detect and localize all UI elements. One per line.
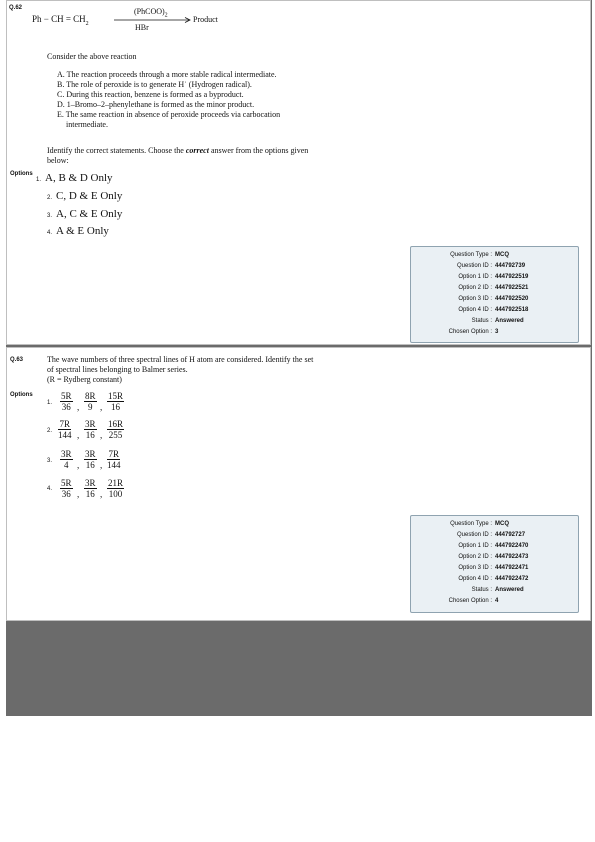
info-label: Question ID :: [456, 532, 492, 538]
fraction: $\frac{3R}{16}$: [85, 449, 96, 470]
info-value: 444792739: [495, 263, 526, 269]
option-text: A, C & E Only: [56, 208, 123, 220]
info-label: Option 2 ID :: [458, 554, 492, 560]
info-label: Option 4 ID :: [458, 576, 492, 582]
question-info-box: [410, 515, 579, 613]
info-label: Question Type :: [450, 252, 492, 258]
info-value: 4447922471: [495, 565, 529, 571]
info-label: Chosen Option :: [448, 598, 492, 604]
option-text: A, B & D Only: [45, 172, 113, 184]
info-value: MCQ: [495, 252, 509, 258]
statement-b: B. The role of peroxide is to generate H˙ (Hydrogen radical).: [57, 80, 252, 89]
question-text: The wave numbers of three spectral lines of H atom are considered. Identify the set: [47, 355, 314, 364]
info-label: Option 3 ID :: [458, 565, 492, 571]
fraction: $\frac{5R}{36}$: [61, 391, 72, 412]
info-value: 4447922473: [495, 554, 529, 560]
options-label: Options: [10, 392, 33, 398]
option-text: A & E Only: [56, 225, 109, 237]
reagent-top: $(PhCOO)_2$: [134, 7, 168, 19]
option-2[interactable]: 2. C, D & E Only: [47, 190, 123, 202]
info-value: 4447922470: [495, 543, 529, 549]
info-value: MCQ: [495, 521, 509, 527]
info-label: Status :: [471, 587, 492, 593]
info-value: 444792727: [495, 532, 526, 538]
question-note: (R = Rydberg constant): [47, 375, 122, 384]
info-value: Answered: [495, 318, 524, 324]
info-value: Answered: [495, 587, 524, 593]
fraction: $\frac{7R}{144}$: [58, 419, 72, 440]
info-label: Option 3 ID :: [458, 296, 492, 302]
option-3[interactable]: 3. A, C & E Only: [47, 208, 123, 220]
fraction: $\frac{16R}{255}$: [108, 419, 124, 440]
info-value: 4447922520: [495, 296, 529, 302]
fraction: $\frac{5R}{36}$: [61, 478, 72, 499]
info-value: 4: [495, 598, 499, 604]
fraction: $\frac{21R}{100}$: [108, 478, 124, 499]
question-text-cont: of spectral lines belonging to Balmer series.: [47, 365, 188, 374]
question-panel-62: [6, 0, 591, 345]
reaction-arrow-icon: [114, 17, 192, 23]
question-paper-page: [6, 0, 592, 716]
reactant: Ph − CH = $CH_2$: [32, 14, 89, 27]
options-label: Options: [10, 171, 33, 177]
statement-e-cont: intermediate.: [66, 120, 108, 129]
statement-c: C. During this reaction, benzene is formed as a byproduct.: [57, 90, 244, 99]
info-label: Question ID :: [456, 263, 492, 269]
info-value: 4447922518: [495, 307, 529, 313]
info-value: 4447922521: [495, 285, 529, 291]
product-label: Product: [193, 15, 218, 24]
consider-text: Consider the above reaction: [47, 52, 137, 61]
option-text: C, D & E Only: [56, 190, 123, 202]
instruction-text: Identify the correct statements. Choose the correct answer from the options given: [47, 146, 309, 155]
info-value: 4447922472: [495, 576, 529, 582]
fraction: $\frac{8R}{9}$: [85, 391, 96, 412]
info-label: Option 2 ID :: [458, 285, 492, 291]
question-number: Q.62: [9, 5, 23, 11]
fraction: $\frac{3R}{4}$: [61, 449, 72, 470]
info-label: Option 1 ID :: [458, 274, 492, 280]
info-label: Chosen Option :: [448, 329, 492, 335]
fraction: $\frac{15R}{16}$: [108, 391, 124, 412]
info-label: Status :: [471, 318, 492, 324]
statement-a: A. The reaction proceeds through a more stable radical intermediate.: [57, 70, 277, 79]
info-value: 3: [495, 329, 499, 335]
info-label: Question Type :: [450, 521, 492, 527]
fraction: $\frac{3R}{16}$: [85, 419, 96, 440]
statement-d: D. 1–Bromo–2–phenylethane is formed as the minor product.: [57, 100, 255, 109]
fraction: $\frac{7R}{144}$: [107, 449, 121, 470]
reagent-bottom: HBr: [135, 23, 149, 32]
info-label: Option 1 ID :: [458, 543, 492, 549]
fraction: $\frac{3R}{16}$: [85, 478, 96, 499]
info-label: Option 4 ID :: [458, 307, 492, 313]
statement-e: E. The same reaction in absence of peroxide proceeds via carbocation: [57, 110, 281, 119]
option-1[interactable]: 1. A, B & D Only: [36, 172, 113, 184]
question-panel-63: Q.63 The wave numbers of three spectral lines of H atom are considered. Identify the set of spectral lines belonging to Balmer series. (R = Rydberg constant) Options 1. $\frac{5R}{36}$ , $\frac{8R}{9}$ , $\frac{15R}{16}$ 2. $\frac{7R}{144}$ , $\frac{3R}{16}$ , $\frac{16R}{255}$ 3. $\frac{3R}{4}$ , $\frac{3R}{16}$ , $\frac{7R}{144}$ 4. $\frac{5R}{36}$ , $\frac{3R}{16}$ , $\frac{21R}{100}$ Question Type : MCQ Question ID : 444792727 Option 1 ID : 4447922470 Option 2 ID : 4447922473 Option 3 ID : 4447922471 Option 4 ID : 4447922472 Status : Answered Chosen Option : 4: [6, 347, 591, 621]
question-info-box: [410, 246, 579, 343]
info-value: 4447922519: [495, 274, 529, 280]
instruction-text-cont: below:: [47, 156, 69, 165]
question-number: Q.63: [10, 357, 24, 363]
option-4[interactable]: 4. A & E Only: [47, 225, 109, 237]
